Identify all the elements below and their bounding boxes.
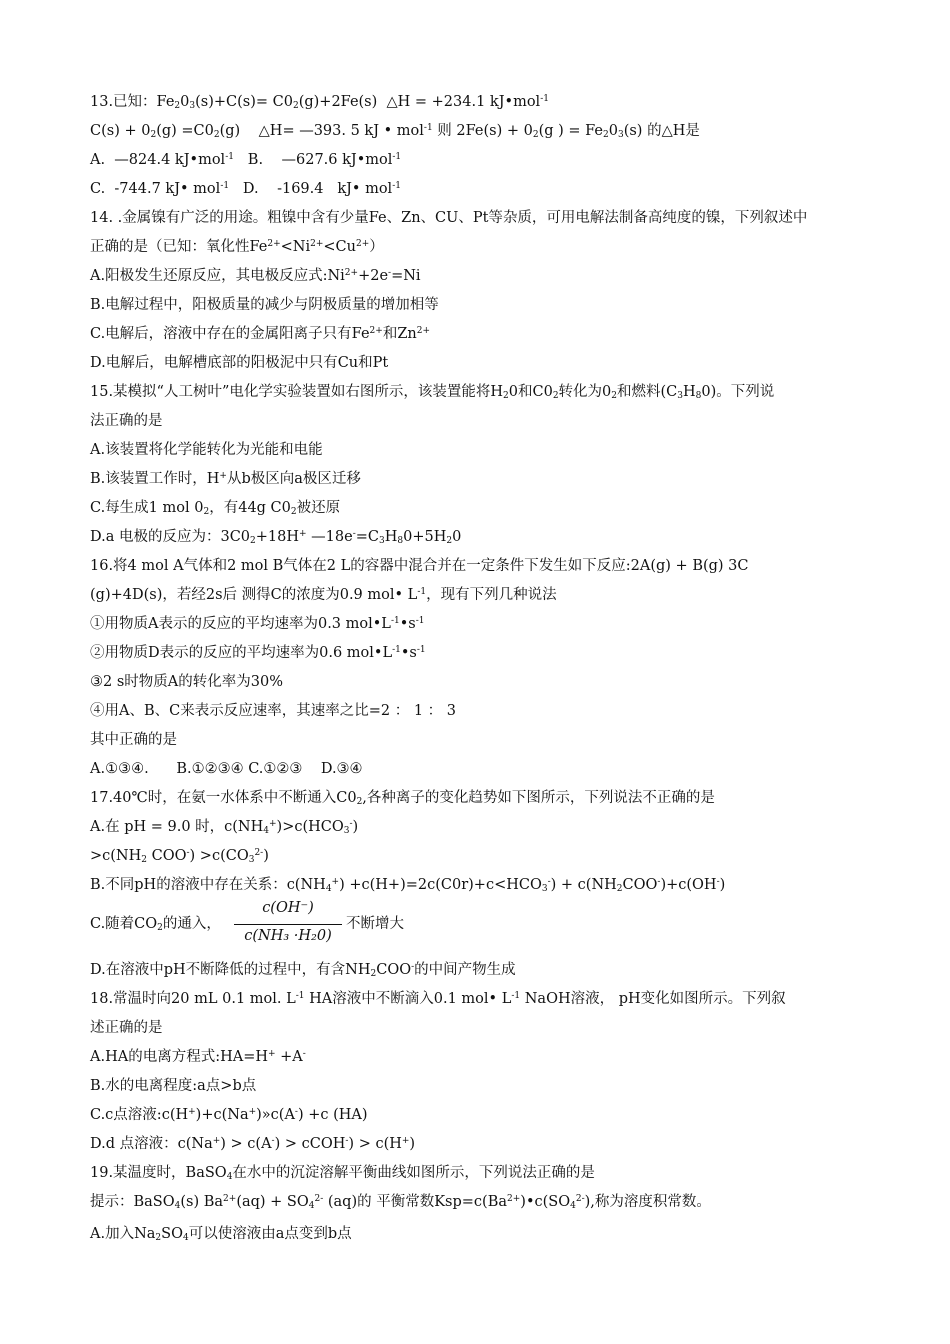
q14-d: D.电解后，电解槽底部的阳极泥中只有Cu和Pt xyxy=(90,355,389,371)
q16-s3: ③2 s时物质A的转化率为30% xyxy=(90,674,283,690)
q14-a: A.阳极发生还原反应，其电极反应式$:Ni^{2+}+2e^-=Ni$ xyxy=(90,268,421,284)
q17-c: C.随着$CO_2$的通入， xyxy=(90,916,221,933)
q13-stem: 13.已知：$Fe_20_3(s)+C(s)= C0_2(g)+2Fe(s)$ △H = +234.1 kJ•mol$^{-1}$ xyxy=(90,94,549,111)
q15-a: A.该装置将化学能转化为光能和电能 xyxy=(90,442,323,458)
q14-stem: 14. .金属镍有广泛的用途。粗镍中含有少量Fe、Zn、CU、Pt等杂质，可用电解法制备高纯度的镍，下列叙述中 xyxy=(90,210,808,226)
q17-a: A.在 pH = 9.0 时，$c(NH_4^+)>c(HCO_3^-)$ xyxy=(90,819,359,836)
q15-b: B.该装置工作时，H+从b极区向a极区迁移 xyxy=(90,471,361,487)
q15-d: D.a 电极的反应为：$3C0_2+18H^+$ $—18e^-=C_3H_80+5H_20$ xyxy=(90,529,462,546)
fraction-numerator: c(OH⁻) xyxy=(262,900,314,916)
q19-hint: 提示：BaSO$_4$(s) $Ba^{2+}(aq) + SO_4^{2-}$ (aq)的 平衡常数$Ksp=c(Ba^{2+})•c(SO_4^{2-})$,称为溶度积常数。 xyxy=(90,1194,711,1211)
q17-d: D.在溶液中pH不断降低的过程中，有含$NH_2COO^-$的中间产物生成 xyxy=(90,962,516,979)
q19-stem: 19.某温度时，BaSO$_4$在水中的沉淀溶解平衡曲线如图所示，下列说法正确的是 xyxy=(90,1165,595,1182)
q18-a: A.HA的电离方程式:HA=H+ +A- xyxy=(90,1049,306,1065)
q17-c-fraction xyxy=(232,900,344,950)
q14-stem-2: 正确的是（已知：氧化性$Fe^{2+}<Ni^{2+}<Cu^{2+}$） xyxy=(90,239,384,255)
q14-c: C.电解后，溶液中存在的金属阳离子只有$Fe^{2+}$和$Zn^{2+}$ xyxy=(90,326,431,342)
q13-opt-cd: C. -744.7 kJ• mol$^{-1}$ D. -169.4 kJ• mol$^{-1}$ xyxy=(90,181,401,197)
q16-s1: ①用物质A表示的反应的平均速率为0.3 $mol•L^{-1}•s^{-1}$ xyxy=(90,616,425,632)
fraction-denominator: c(NH₃ ·H₂0) xyxy=(244,928,332,944)
q16-s4: ④用A、B、C来表示反应速率，其速率之比=2 ： 1 ： 3 xyxy=(90,703,456,719)
q13-opt-ab: A. —824.4 kJ•mol$^{-1}$ B. —627.6 kJ•mol$^{-1}$ xyxy=(90,152,402,168)
q15-stem-2: 法正确的是 xyxy=(90,413,163,429)
q18-b: B.水的电离程度:a点>b点 xyxy=(90,1078,257,1094)
q15-stem: 15.某模拟“人工树叶”电化学实验装置如右图所示，该装置能将$H_20$和$C0_2$转化为$0_2$和燃料$(C_3H_80)$。下列说 xyxy=(90,384,775,401)
q17-stem: 17.40℃时，在氨一水体系中不断通入$C0_2$,各种离子的变化趋势如下图所示，下列说法不正确的是 xyxy=(90,790,715,807)
q17-a-2: $>c(NH_2$ $COO^-) >c(CO_3^{2-})$ xyxy=(90,848,269,865)
q16-stem: 16.将4 mol A气体和2 mol B气体在2 L的容器中混合并在一定条件下发生如下反应:2A(g) + B(g) 3C xyxy=(90,558,749,574)
q16-opts: A.①③④. B.①②③④ C.①②③ D.③④ xyxy=(90,761,363,777)
q18-stem-2: 述正确的是 xyxy=(90,1020,163,1036)
q16-s2: ②用物质D表示的反应的平均速率为0.6 $mol•L^{-1}•s^{-1}$ xyxy=(90,645,426,661)
q16-stem-2: (g)+4D(s)，若经2s后 测得C的浓度为0.9 mol• $L^{-1}$，现有下列几种说法 xyxy=(90,587,557,603)
q19-a: A.加入$Na_2SO_4$可以使溶液由a点变到b点 xyxy=(90,1226,352,1243)
q16-ask: 其中正确的是 xyxy=(90,732,177,748)
q17-c-tail: 不断增大 xyxy=(346,916,404,932)
q13-stem-2: $C(s) + 0_2(g) =C0_2(g)$ △H= —393. 5 kJ • mol$^{-1}$ 则 $2Fe(s) + 0_2(g$ ) = $Fe_20_3(s)$ 的△H是 xyxy=(90,123,700,140)
q18-c: C.c点溶液:c(H+)+c(Na+)»c(A-) +c (HA) xyxy=(90,1107,368,1123)
q15-c: C.每生成1 mol $0_2$，有44g $C0_2$被还原 xyxy=(90,500,341,517)
q17-b: B.不同pH的溶液中存在关系：$c(NH_4^+) +c(H+)=2c(C0r)+c<HCO_3^-) + c(NH_2COO^-)+c(OH^-)$ xyxy=(90,877,726,894)
q18-stem: 18.常温时向20 mL 0.1 mol. $L^{-1}$ HA溶液中不断滴入0.1 mol• $L^{-1}$ NaOH溶液， pH变化如图所示。下列叙 xyxy=(90,991,786,1007)
fraction-bar xyxy=(234,924,342,925)
q18-d: D.d 点溶液：c(Na+) > c(A-) > cCOH-) > c(H+) xyxy=(90,1136,416,1152)
q14-b: B.电解过程中，阳极质量的减少与阴极质量的增加相等 xyxy=(90,297,439,313)
